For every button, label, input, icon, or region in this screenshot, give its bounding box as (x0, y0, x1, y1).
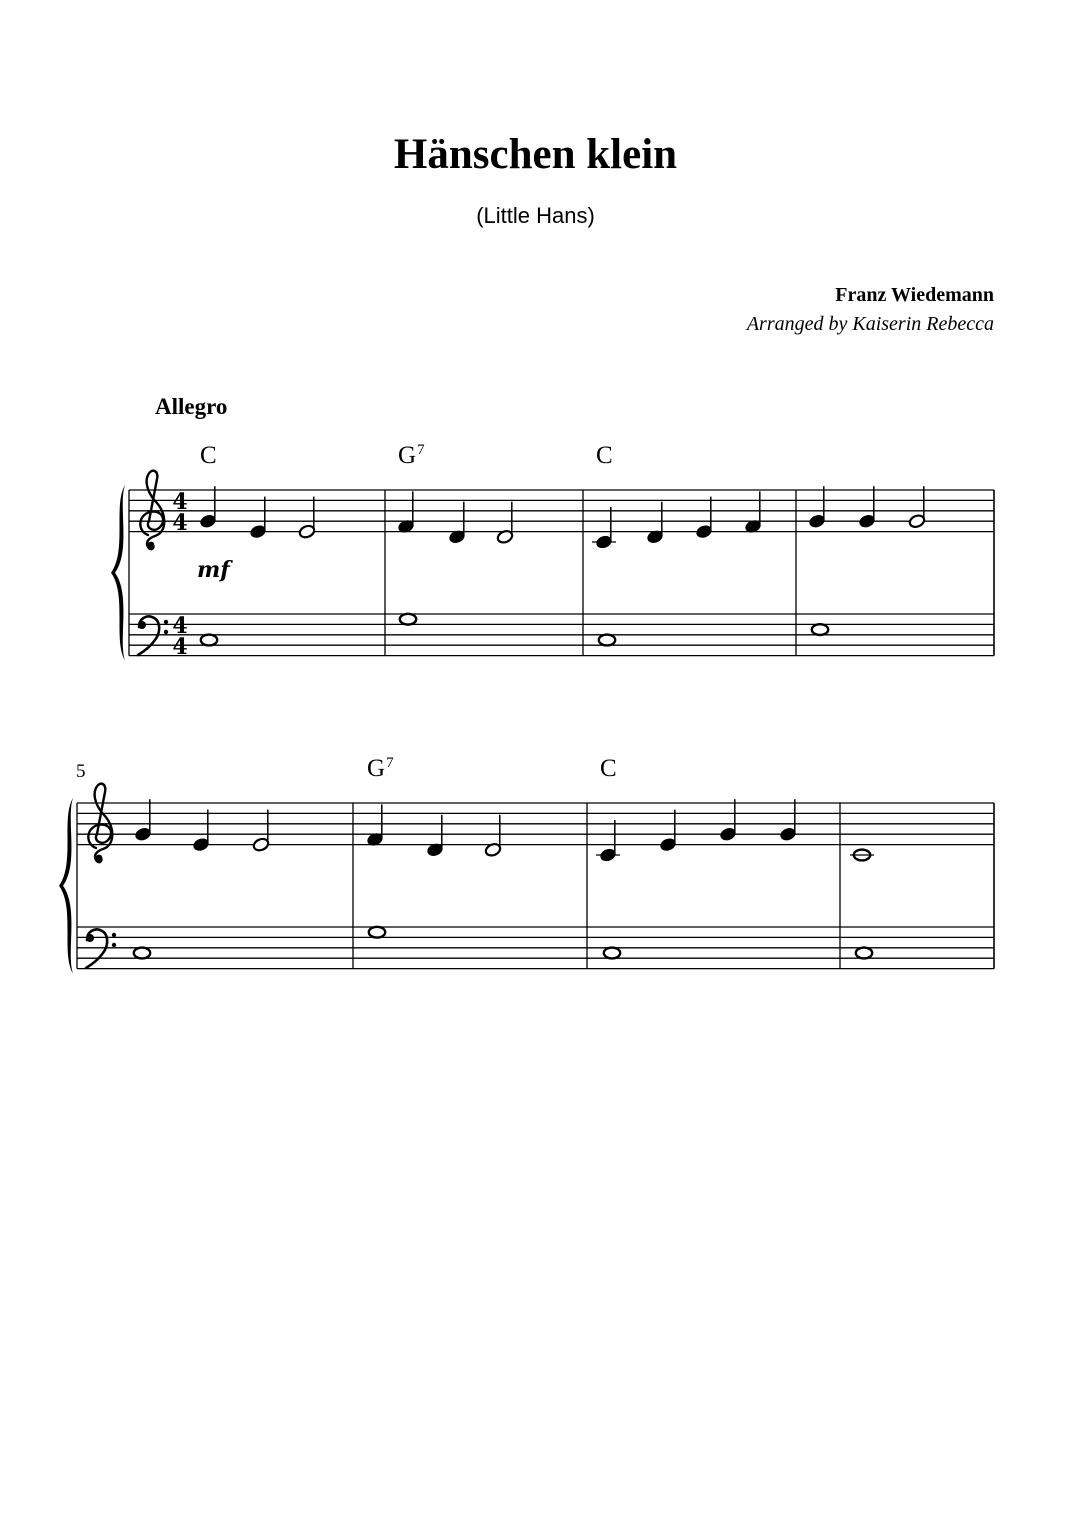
note-quarter (366, 804, 384, 847)
note-whole (134, 948, 150, 959)
note-quarter (397, 491, 415, 534)
whole-notehead (604, 948, 620, 959)
chord-symbol (600, 755, 617, 782)
chord-root: G (398, 442, 417, 469)
whole-notehead (856, 948, 872, 959)
note-whole (856, 948, 872, 959)
whole-notehead (599, 635, 615, 646)
bass-clef-icon (138, 616, 168, 655)
note-whole (201, 635, 217, 646)
treble-staff (77, 803, 994, 845)
note-quarter (744, 491, 762, 534)
note-quarter (249, 497, 267, 540)
note-quarter (134, 799, 152, 842)
note-quarter (448, 502, 466, 545)
score-title: Hänschen klein (393, 131, 678, 178)
chord-symbol (398, 442, 425, 469)
note-whole (604, 948, 620, 959)
brace (111, 485, 125, 661)
tempo-marking: Allegro (155, 394, 228, 419)
note-quarter (199, 486, 217, 529)
score-subtitle: (Little Hans) (476, 203, 595, 228)
whole-notehead (201, 635, 217, 646)
note-quarter (695, 497, 713, 540)
chord-root: C (200, 442, 217, 469)
note-half (496, 502, 514, 545)
time-signature-denominator: 4 (172, 634, 188, 660)
note-whole (400, 614, 416, 625)
note-half (298, 497, 316, 540)
note-quarter (779, 799, 797, 842)
chord-extension: 7 (417, 442, 425, 458)
bass-staff (77, 927, 994, 969)
note-half (908, 486, 926, 529)
note-quarter (646, 502, 664, 545)
time-signature-numerator: 4 (172, 489, 188, 515)
dynamic-marking: mf (197, 557, 230, 583)
bass-clef-icon (86, 929, 116, 968)
chord-root: C (596, 442, 613, 469)
time-signature-denominator: 4 (172, 510, 188, 536)
bass-staff (129, 614, 994, 656)
whole-notehead (369, 927, 385, 938)
note-quarter (808, 486, 826, 529)
chord-symbol (367, 755, 394, 782)
note-quarter (719, 799, 737, 842)
note-quarter (426, 815, 444, 858)
chord-symbol (596, 442, 613, 469)
chord-root: C (600, 755, 617, 782)
measure-number: 5 (76, 761, 86, 782)
chord-symbol (200, 442, 217, 469)
chord-extension: 7 (386, 755, 394, 771)
note-whole (369, 927, 385, 938)
treble-clef-icon (88, 784, 112, 863)
note-quarter (659, 810, 677, 853)
time-signature-numerator: 4 (172, 613, 188, 639)
note-whole (850, 850, 874, 861)
composer-credit: Franz Wiedemann (835, 284, 994, 306)
note-half (252, 810, 270, 853)
whole-notehead (812, 624, 828, 635)
note-quarter (192, 810, 210, 853)
note-whole (599, 635, 615, 646)
note-quarter (858, 486, 876, 529)
whole-notehead (134, 948, 150, 959)
brace (59, 798, 73, 974)
note-whole (812, 624, 828, 635)
treble-clef-icon (140, 471, 164, 550)
whole-notehead (400, 614, 416, 625)
note-quarter (596, 820, 620, 863)
note-half (484, 815, 502, 858)
note-quarter (592, 507, 616, 550)
chord-root: G (367, 755, 386, 782)
arranger-credit: Arranged by Kaiserin Rebecca (746, 313, 994, 335)
